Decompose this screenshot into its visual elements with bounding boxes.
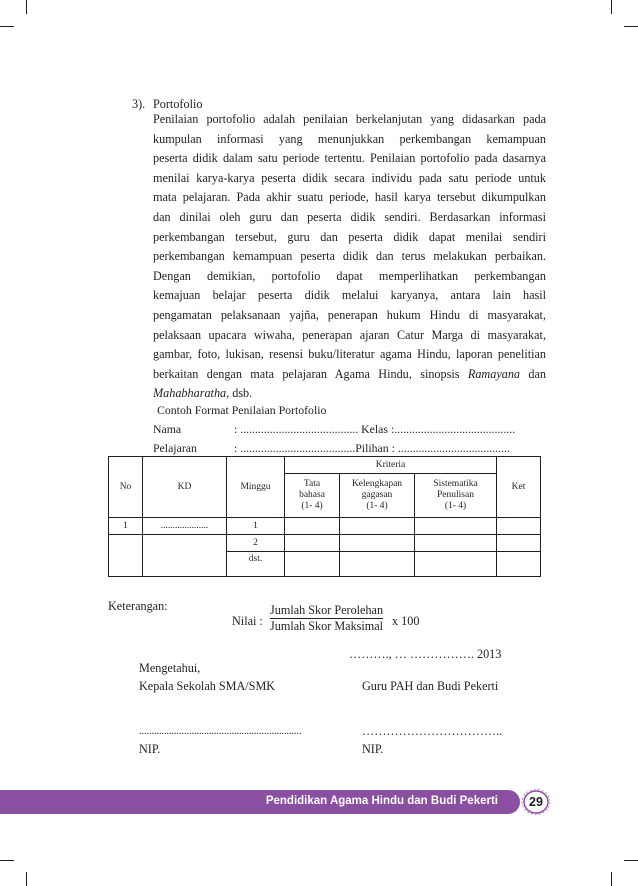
keterangan-label: Keterangan: [108,599,168,613]
table-row [109,518,541,535]
criteria-sistematika-penulisan: Sistematika Penulisan (1- 4) [415,474,497,518]
cell-score [340,552,415,577]
cell-no [109,552,143,577]
paragraph-line: kumpulan informasi yang menunjukkan perkembangan kemampuan [153,131,546,146]
cell-ket [497,518,541,535]
section-number: 3). [132,97,146,111]
cell-score [415,535,497,552]
paragraph-line: Penilaian portofolio adalah penilaian berkelanjutan yang didasarkan pada [153,112,546,126]
mengetahui-label: Mengetahui, [139,661,201,675]
nama-field: : ........................................ Kelas :......................................... [234,422,516,436]
guru-title: Guru PAH dan Budi Pekerti [362,679,499,693]
section-title: Portofolio [153,97,203,111]
paragraph-text: berkaitan dengan mata pelajaran Agama Hindu, sinopsis [153,366,460,381]
nilai-label: Nilai : [232,614,263,628]
header-kd: KD [143,457,227,518]
crop-mark [611,872,612,886]
paragraph-line: peserta didik dalam satu periode tertentu. Penilaian portofolio pada dasarnya [153,151,546,166]
crop-mark [26,0,27,14]
cell-ket [497,535,541,552]
header-kriteria: Kriteria [285,457,497,474]
cell-score [285,552,340,577]
header-minggu: Minggu [227,457,285,518]
cell-score [415,518,497,535]
paragraph-line: gambar, foto, lukisan, resensi buku/literatur agama Hindu, laporan penelitian [153,347,546,362]
paragraph-line: menilai karya-karya peserta didik secara individu pada satu periode untuk [153,170,546,185]
cell-score [340,518,415,535]
nilai-numerator: Jumlah Skor Perolehan [270,603,384,617]
cell-no: 1 [109,518,143,535]
crop-mark [624,860,638,861]
table-row [109,535,541,552]
paragraph-line [153,365,546,385]
guru-signature-line: …………………………….. [362,724,503,738]
page-number: 29 [529,795,543,809]
kepala-sekolah-nip: NIP. [139,742,161,756]
page-number-badge [521,789,551,815]
crop-mark [0,860,14,861]
cell-kd: .................... [143,518,227,535]
cell-minggu: 2 [227,535,285,552]
paragraph-line: Dengan demikian, portofolio dapat memperlihatkan perkembangan [153,268,546,283]
crop-mark [0,26,14,27]
paragraph-line: kemajuan belajar peserta didik melalui karyanya, antara lain hasil [153,288,546,303]
header-no: No [109,457,143,518]
nama-label: Nama [153,422,182,436]
book-title: Pendidikan Agama Hindu dan Budi Pekerti [265,795,498,807]
portfolio-paragraph [153,110,546,404]
cell-minggu: dst. [227,552,285,577]
crop-mark [611,0,612,14]
paragraph-text: dan [528,366,547,381]
date-line: ………., … ……………. 2013 [349,647,502,661]
footer-bar [0,790,520,814]
paragraph-line: mata pelajaran. Pada akhir suatu periode, hasil karya tersebut dikumpulkan [153,190,546,205]
crop-mark [624,26,638,27]
cell-score [415,552,497,577]
cell-minggu: 1 [227,518,285,535]
table-row [109,552,541,577]
kepala-sekolah-signature-line: ................................................................. [139,726,302,737]
cell-score [285,535,340,552]
nilai-denominator: Jumlah Skor Maksimal [270,619,384,633]
guru-nip: NIP. [362,742,384,756]
kepala-sekolah-title: Kepala Sekolah SMA/SMK [139,679,276,693]
ramayana-title: Ramayana [467,366,521,381]
cell-kd [143,552,227,577]
cell-score [340,535,415,552]
crop-mark [26,872,27,886]
mahabharatha-title: Mahabharatha [153,386,227,401]
criteria-kelengkapan-gagasan: Kelengkapan gagasan (1- 4) [340,474,415,518]
format-title: Contoh Format Penilaian Portofolio [157,403,327,417]
nilai-multiplier: x 100 [392,614,420,628]
cell-no [109,535,143,552]
criteria-tata-bahasa: Tata bahasa (1- 4) [285,474,340,518]
pelajaran-label: Pelajaran [153,441,197,455]
paragraph-line: perkembangan tersebut, guru dan peserta didik dapat menilai sendiri [153,229,546,244]
header-ket: Ket [497,457,541,518]
pelajaran-field: : .......................................Pilihan : ...................................... [234,441,510,455]
paragraph-text: , dsb. [226,386,253,401]
paragraph-line: perkembangan kemampuan peserta didik dan terus melakukan perbaikan. [153,249,546,264]
portfolio-assessment-table [108,456,541,577]
cell-score [285,518,340,535]
cell-ket [497,552,541,577]
paragraph-line: pengamatan pelaksanaan yajña, penerapan hukum Hindu di masyarakat, [153,307,546,322]
paragraph-line: pelaksaan upacara wiwaha, penerapan ajaran Catur Marga di masyarakat, [153,327,546,342]
paragraph-line: dan dinilai oleh guru dan peserta didik sendiri. Berdasarkan informasi [153,209,546,224]
cell-kd [143,535,227,552]
